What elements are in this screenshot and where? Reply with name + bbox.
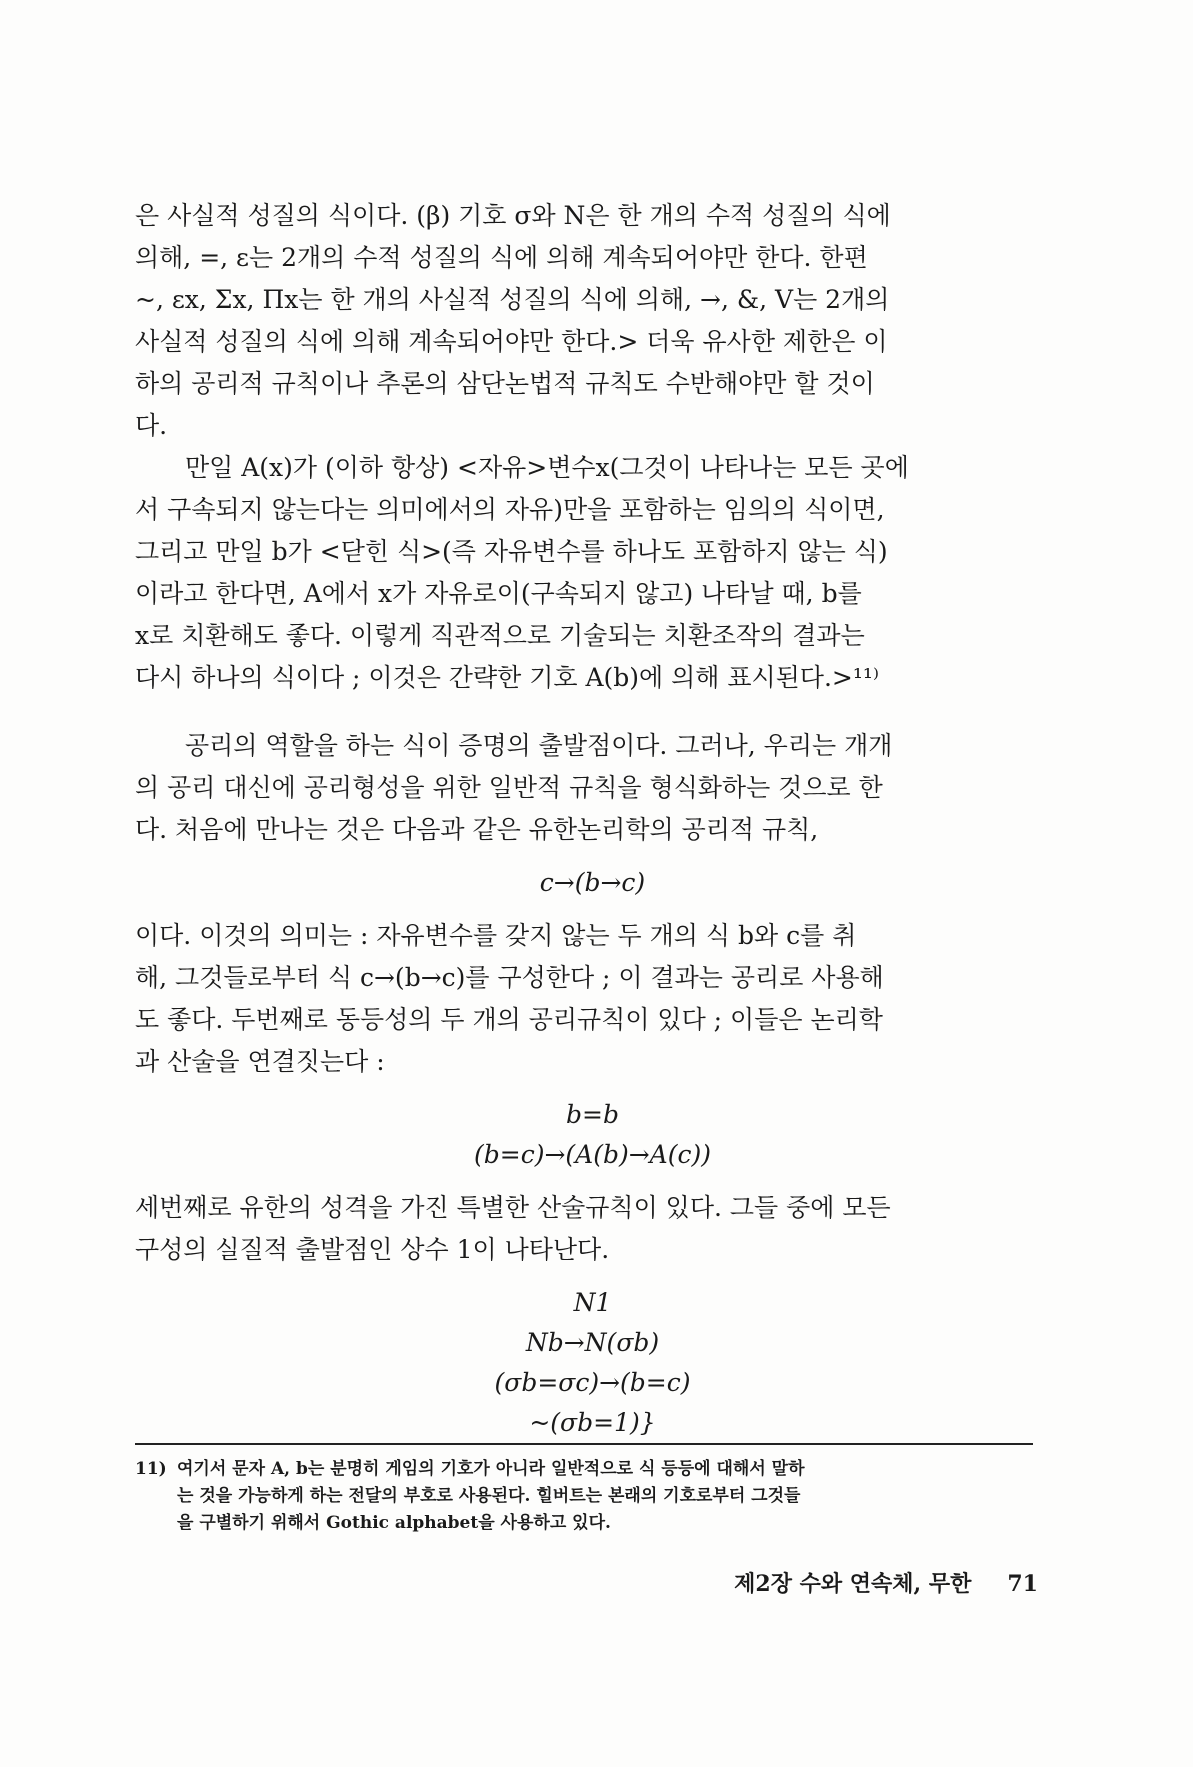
formula-axiom-1	[135, 863, 1050, 903]
chapter-title: 제2장 수와 연속체, 무한	[734, 1571, 972, 1597]
running-footer	[734, 1567, 1038, 1598]
paragraph-1	[135, 195, 1050, 447]
text-line: 다.	[135, 411, 168, 440]
text-line: 해, 그것들로부터 식 c→(b→c)를 구성한다 ; 이 결과는 공리로 사용해	[135, 963, 884, 992]
text-line: 서 구속되지 않는다는 의미에서의 자유)만을 포함하는 임의의 식이면,	[135, 495, 885, 524]
formula-line: N1	[573, 1288, 612, 1317]
body-text	[135, 195, 1050, 1455]
paragraph-gap	[135, 699, 1050, 725]
text-line: 과 산술을 연결짓는다 :	[135, 1047, 385, 1076]
text-line: 다. 처음에 만나는 것은 다음과 같은 유한논리학의 공리적 규칙,	[135, 815, 819, 844]
footnote-line: 는 것을 가능하게 하는 전달의 부호로 사용된다. 힐버트는 본래의 기호로부터 그것들	[177, 1486, 801, 1506]
text-line: 다시 하나의 식이다 ; 이것은 간략한 기호 A(b)에 의해 표시된다.>¹¹⁾	[135, 663, 880, 692]
formula-line: (σb=σc)→(b=c)	[494, 1368, 691, 1397]
formula-arithmetic-axioms	[135, 1283, 1050, 1443]
footnote-line	[135, 1456, 1050, 1483]
footnote-11	[135, 1456, 1050, 1537]
text-line: 구성의 실질적 출발점인 상수 1이 나타난다.	[135, 1235, 610, 1264]
text-line: 사실적 성질의 식에 의해 계속되어야만 한다.> 더욱 유사한 제한은 이	[135, 327, 888, 356]
formula-line: ~(σb=1)}	[529, 1408, 656, 1437]
formula-line: c→(b→c)	[539, 868, 646, 897]
paragraph-3	[135, 725, 1050, 851]
text-line: 이다. 이것의 의미는 : 자유변수를 갖지 않는 두 개의 식 b와 c를 취	[135, 921, 857, 950]
text-line: 이라고 한다면, A에서 x가 자유로이(구속되지 않고) 나타날 때, b를	[135, 579, 862, 608]
text-line: 세번째로 유한의 성격을 가진 특별한 산술규칙이 있다. 그들 중에 모든	[135, 1193, 891, 1222]
footnote-divider	[135, 1443, 1033, 1445]
text-line: 의해, =, ε는 2개의 수적 성질의 식에 의해 계속되어야만 한다. 한편	[135, 243, 868, 272]
footnote-line: 을 구별하기 위해서 Gothic alphabet을 사용하고 있다.	[177, 1513, 611, 1533]
text-line: ~, εx, Σx, Πx는 한 개의 사실적 성질의 식에 의해, →, &, V는 2개의	[135, 285, 890, 314]
text-line: 도 좋다. 두번째로 동등성의 두 개의 공리규칙이 있다 ; 이들은 논리학	[135, 1005, 883, 1034]
text-line: 그리고 만일 b가 <닫힌 식>(즉 자유변수를 하나도 포함하지 않는 식)	[135, 537, 888, 566]
paragraph-5	[135, 1187, 1050, 1271]
text-line: 공리의 역할을 하는 식이 증명의 출발점이다. 그러나, 우리는 개개	[185, 731, 893, 760]
text-line: 은 사실적 성질의 식이다. (β) 기호 σ와 N은 한 개의 수적 성질의 식에	[135, 201, 891, 230]
paragraph-2	[135, 447, 1050, 699]
footnote-text: 여기서 문자 A, b는 분명히 게임의 기호가 아니라 일반적으로 식 등등에 대해서 말하	[177, 1459, 805, 1479]
text-line: 의 공리 대신에 공리형성을 위한 일반적 규칙을 형식화하는 것으로 한	[135, 773, 883, 802]
text-line: 하의 공리적 규칙이나 추론의 삼단논법적 규칙도 수반해야만 할 것이	[135, 369, 875, 398]
page-number: 71	[1007, 1571, 1038, 1597]
text-line: x로 치환해도 좋다. 이렇게 직관적으로 기술되는 치환조작의 결과는	[135, 621, 865, 650]
formula-line: (b=c)→(A(b)→A(c))	[474, 1140, 711, 1169]
formula-equality-axioms	[135, 1095, 1050, 1175]
footnote-number: 11)	[135, 1459, 167, 1479]
paragraph-4	[135, 915, 1050, 1083]
text-line: 만일 A(x)가 (이하 항상) <자유>변수x(그것이 나타나는 모든 곳에	[185, 453, 909, 482]
formula-line: Nb→N(σb)	[525, 1328, 660, 1357]
formula-line: b=b	[566, 1100, 619, 1129]
